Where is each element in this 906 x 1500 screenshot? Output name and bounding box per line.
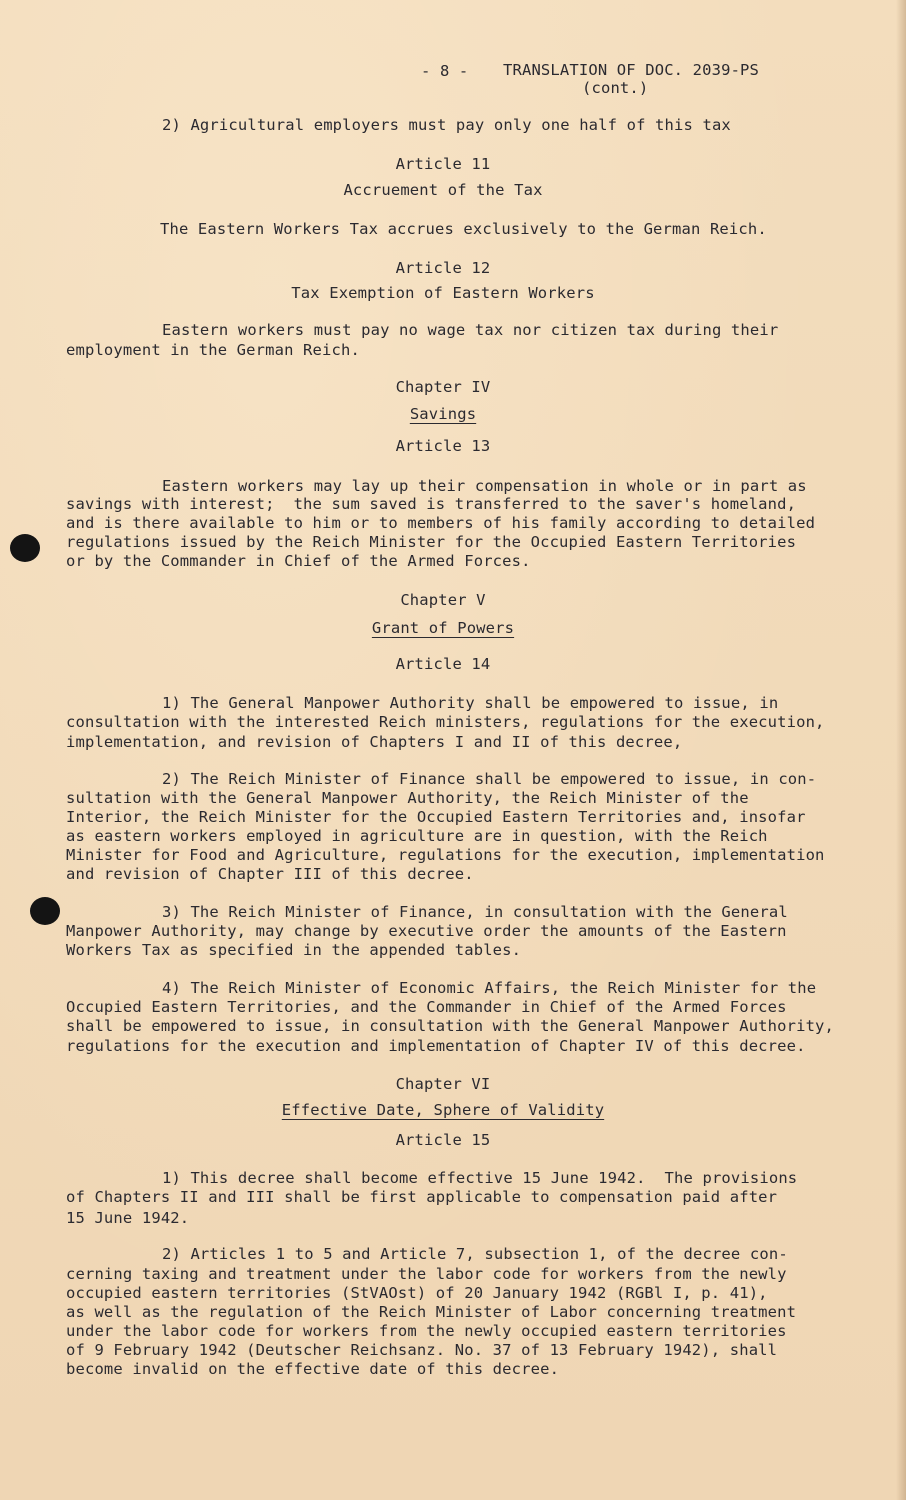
chapter-subheading-text: Effective Date, Sphere of Validity [281, 1101, 605, 1119]
article-heading: Article 15 [395, 1131, 491, 1149]
paragraph-line: 1) This decree shall become effective 15 June 1942. The provisions [162, 1169, 798, 1187]
paper-edge [896, 0, 906, 1500]
paragraph-line: Interior, the Reich Minister for the Occupied Eastern Territories and, insofar [66, 808, 806, 826]
paragraph-line: 1) The General Manpower Authority shall be empowered to issue, in [162, 694, 779, 712]
paragraph-line: regulations issued by the Reich Minister for the Occupied Eastern Territories [66, 533, 797, 551]
paragraph-line: shall be empowered to issue, in consultation with the General Manpower Authority, [66, 1017, 835, 1035]
paragraph-line: occupied eastern territories (StVAOst) of 20 January 1942 (RGBl I, p. 41), [66, 1284, 768, 1302]
chapter-heading: Chapter IV [395, 378, 491, 396]
paragraph-line: 4) The Reich Minister of Economic Affairs, the Reich Minister for the [162, 979, 817, 997]
chapter-subheading [0, 1101, 886, 1120]
chapter-subheading [0, 619, 886, 638]
paragraph-line: regulations for the execution and implementation of Chapter IV of this decree. [66, 1037, 806, 1055]
paragraph-line: implementation, and revision of Chapters I and II of this decree, [66, 733, 683, 751]
article-heading: Article 12 [395, 259, 491, 277]
chapter-subheading-text: Grant of Powers [371, 619, 515, 637]
paragraph-line: 15 June 1942. [66, 1209, 190, 1227]
paragraph-line: 2) Articles 1 to 5 and Article 7, subsection 1, of the decree con- [162, 1245, 788, 1263]
article-subheading: Tax Exemption of Eastern Workers [291, 284, 595, 302]
paragraph-line: 2) Agricultural employers must pay only one half of this tax [162, 116, 731, 134]
article-heading: Article 14 [395, 655, 491, 673]
paragraph-line: Manpower Authority, may change by executive order the amounts of the Eastern [66, 922, 787, 940]
paragraph-line: of Chapters II and III shall be first applicable to compensation paid after [66, 1188, 778, 1206]
paragraph-line: sultation with the General Manpower Authority, the Reich Minister of the [66, 789, 749, 807]
paragraph-line: and is there available to him or to members of his family according to detailed [66, 514, 816, 532]
paragraph-line: employment in the German Reich. [66, 341, 360, 359]
paragraph-line: as well as the regulation of the Reich Minister of Labor concerning treatment [66, 1303, 797, 1321]
paragraph-line: 2) The Reich Minister of Finance shall be empowered to issue, in con- [162, 770, 817, 788]
paragraph-line: consultation with the interested Reich ministers, regulations for the execution, [66, 713, 825, 731]
article-heading: Article 11 [395, 155, 491, 173]
paragraph-line: Eastern workers may lay up their compensation in whole or in part as [162, 477, 807, 495]
punch-hole [30, 897, 60, 925]
chapter-subheading [0, 405, 886, 424]
document-reference: TRANSLATION OF DOC. 2039-PS [503, 61, 760, 79]
paragraph-line: Workers Tax as specified in the appended tables. [66, 941, 522, 959]
paragraph-line: become invalid on the effective date of this decree. [66, 1360, 560, 1378]
paragraph-line: or by the Commander in Chief of the Armed Forces. [66, 552, 531, 570]
paragraph-line: The Eastern Workers Tax accrues exclusively to the German Reich. [160, 220, 767, 238]
paragraph-line: cerning taxing and treatment under the labor code for workers from the newly [66, 1265, 787, 1283]
chapter-heading: Chapter V [400, 591, 486, 609]
page-number: - 8 - [421, 62, 469, 80]
punch-hole [10, 534, 40, 562]
paragraph-line: as eastern workers employed in agriculture are in question, with the Reich [66, 827, 768, 845]
paragraph-line: Minister for Food and Agriculture, regulations for the execution, implementation [66, 846, 825, 864]
article-heading: Article 13 [395, 437, 491, 455]
paragraph-line: savings with interest; the sum saved is transferred to the saver's homeland, [66, 495, 797, 513]
chapter-heading: Chapter VI [395, 1075, 491, 1093]
article-subheading: Accruement of the Tax [343, 181, 543, 199]
paragraph-line: of 9 February 1942 (Deutscher Reichsanz. No. 37 of 13 February 1942), shall [66, 1341, 778, 1359]
continued-note: (cont.) [582, 79, 649, 97]
paragraph-line: 3) The Reich Minister of Finance, in consultation with the General [162, 903, 788, 921]
paragraph-line: Occupied Eastern Territories, and the Commander in Chief of the Armed Forces [66, 998, 787, 1016]
paragraph-line: under the labor code for workers from the newly occupied eastern territories [66, 1322, 787, 1340]
paragraph-line: and revision of Chapter III of this decree. [66, 865, 474, 883]
paragraph-line: Eastern workers must pay no wage tax nor citizen tax during their [162, 321, 779, 339]
chapter-subheading-text: Savings [409, 405, 477, 423]
